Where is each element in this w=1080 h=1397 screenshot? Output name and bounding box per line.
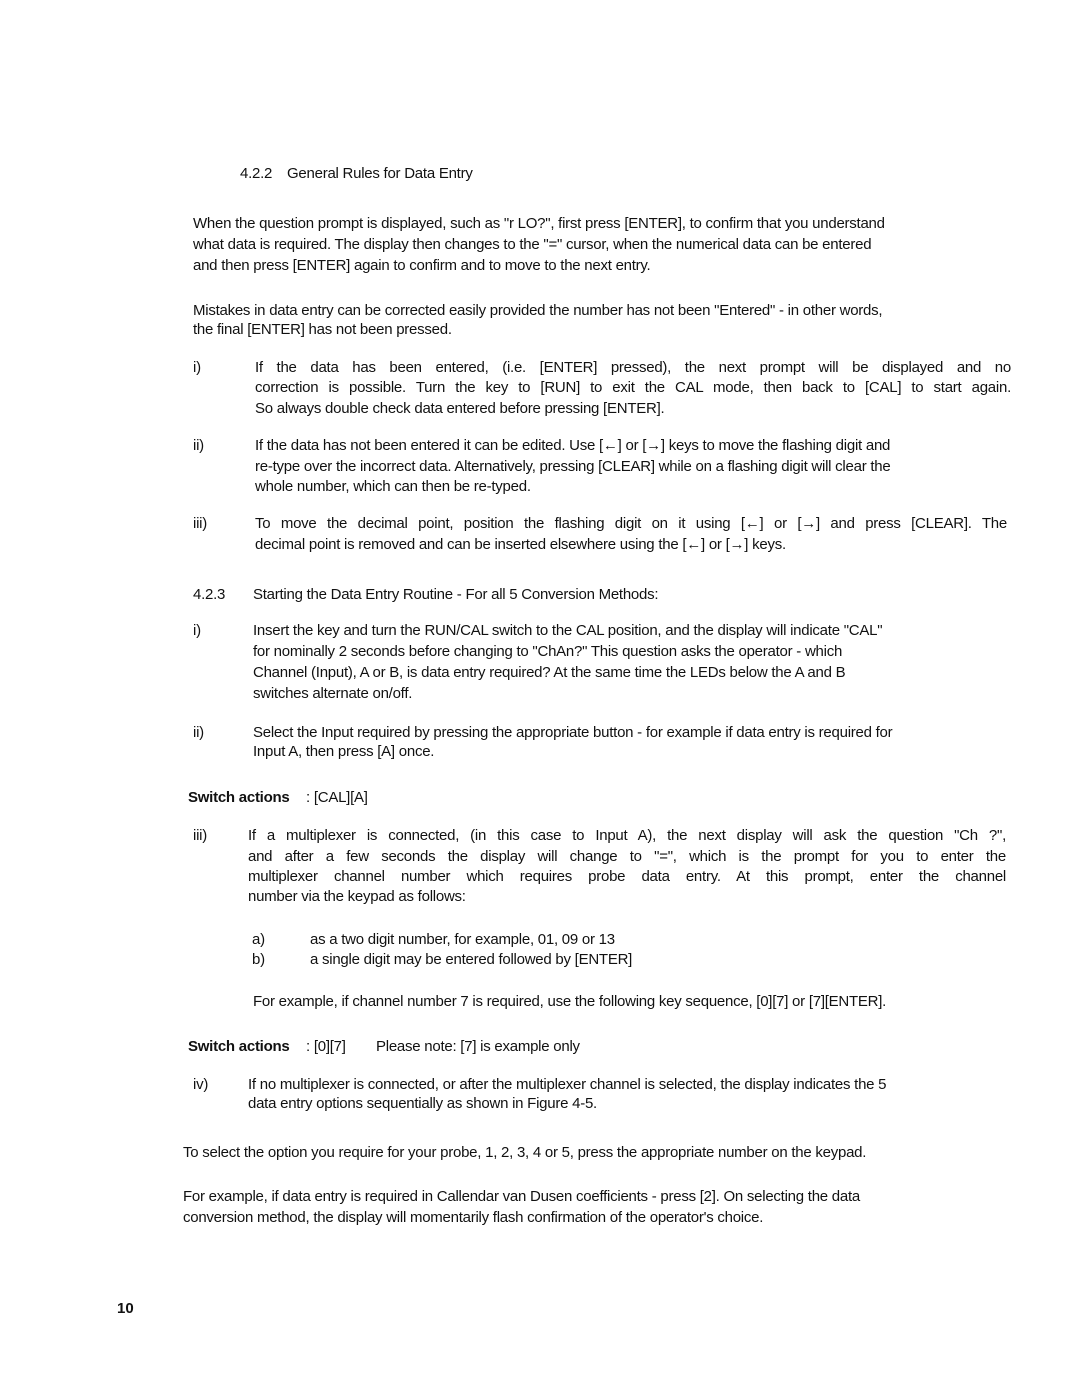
section-number: 4.2.3 (193, 586, 226, 603)
list-marker: a) (252, 931, 265, 948)
list-item-line: Channel (Input), A or B, is data entry required? At the same time the LEDs below the A and B (253, 664, 846, 681)
switch-actions-label: Switch actions (188, 1038, 290, 1055)
list-item-line: number via the keypad as follows: (248, 888, 466, 905)
list-item-line: for nominally 2 seconds before changing to "ChAn?" This question asks the operator - which (253, 643, 843, 660)
paragraph-line: conversion method, the display will momentarily flash confirmation of the operator's choice. (183, 1209, 764, 1226)
switch-actions-value: : [CAL][A] (306, 789, 368, 806)
list-item-line: Insert the key and turn the RUN/CAL switch to the CAL position, and the display will indicate "CAL" (253, 622, 883, 639)
list-item-line: multiplexer channel number which requires probe data entry. At this prompt, enter the channel (248, 868, 1006, 885)
list-item-line: If the data has been entered, (i.e. [ENTER] pressed), the next prompt will be displayed and no (255, 359, 1011, 376)
paragraph-line: When the question prompt is displayed, such as "r LO?", first press [ENTER], to confirm that you understand (193, 215, 885, 232)
section-number: 4.2.2 (240, 165, 273, 182)
list-marker: ii) (193, 437, 204, 454)
list-item-line: correction is possible. Turn the key to [RUN] to exit the CAL mode, then back to [CAL] to start again. (255, 379, 1011, 396)
list-item-line: So always double check data entered before pressing [ENTER]. (255, 400, 665, 417)
list-item-line: If no multiplexer is connected, or after the multiplexer channel is selected, the display indicates the 5 (248, 1076, 887, 1093)
list-item-line: If a multiplexer is connected, (in this case to Input A), the next display will ask the question "Ch ?", (248, 827, 1006, 844)
list-marker: iii) (193, 827, 207, 844)
list-item-line: decimal point is removed and can be inserted elsewhere using the [←] or [→] keys. (255, 536, 786, 553)
list-item-line: whole number, which can then be re-typed. (255, 478, 531, 495)
paragraph-line: and then press [ENTER] again to confirm and to move to the next entry. (193, 257, 651, 274)
list-item-line: Select the Input required by pressing the appropriate button - for example if data entry is required for (253, 724, 893, 741)
paragraph-line: For example, if channel number 7 is required, use the following key sequence, [0][7] or [7][ENTER]. (253, 993, 887, 1010)
paragraph-line: Mistakes in data entry can be corrected easily provided the number has not been "Entered" - in other words, (193, 302, 883, 319)
page-number: 10 (117, 1300, 134, 1317)
list-item-line: as a two digit number, for example, 01, 09 or 13 (310, 931, 615, 948)
list-item-line: To move the decimal point, position the flashing digit on it using [←] or [→] and press [CLEAR]. The (255, 515, 1007, 532)
list-marker: i) (193, 622, 201, 639)
list-item-line: If the data has not been entered it can be edited. Use [←] or [→] keys to move the flashing digit and (255, 437, 891, 454)
paragraph-line: For example, if data entry is required in Callendar van Dusen coefficients - press [2]. On selecting the data (183, 1188, 861, 1205)
paragraph-line: the final [ENTER] has not been pressed. (193, 321, 452, 338)
list-item-line: a single digit may be entered followed by [ENTER] (310, 951, 633, 968)
list-marker: b) (252, 951, 265, 968)
note-text: Please note: [7] is example only (376, 1038, 580, 1055)
list-marker: iv) (193, 1076, 209, 1093)
list-marker: ii) (193, 724, 204, 741)
list-marker: iii) (193, 515, 207, 532)
paragraph-line: To select the option you require for your probe, 1, 2, 3, 4 or 5, press the appropriate number on the keypad. (183, 1144, 867, 1161)
section-title: Starting the Data Entry Routine - For all 5 Conversion Methods: (253, 586, 659, 603)
list-marker: i) (193, 359, 201, 376)
list-item-line: re-type over the incorrect data. Alternatively, pressing [CLEAR] while on a flashing digit will clear the (255, 458, 891, 475)
list-item-line: data entry options sequentially as shown in Figure 4-5. (248, 1095, 597, 1112)
switch-actions-value: : [0][7] (306, 1038, 346, 1055)
switch-actions-label: Switch actions (188, 789, 290, 806)
list-item-line: switches alternate on/off. (253, 685, 413, 702)
paragraph-line: what data is required. The display then changes to the "=" cursor, when the numerical data can be entered (193, 236, 872, 253)
list-item-line: Input A, then press [A] once. (253, 743, 435, 760)
section-title: General Rules for Data Entry (287, 165, 473, 182)
list-item-line: and after a few seconds the display will change to "=", which is the prompt for you to enter the (248, 848, 1006, 865)
